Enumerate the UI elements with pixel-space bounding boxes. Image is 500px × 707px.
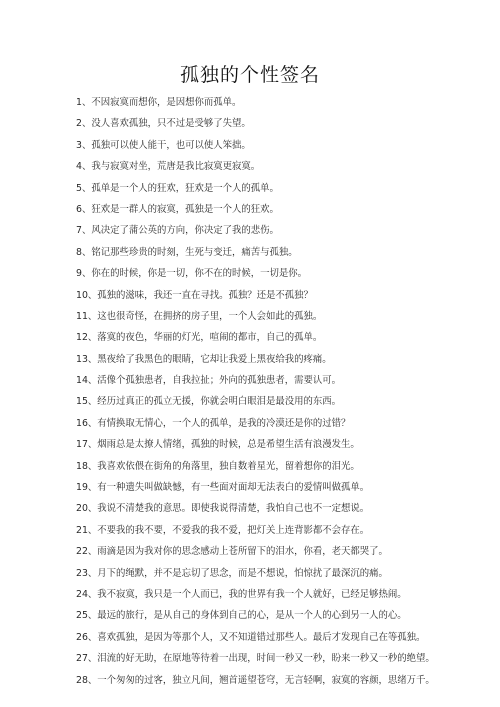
list-item: 20、我说不清楚我的意思。即使我说得清楚，我怕自己也不一定想说。 bbox=[76, 503, 370, 515]
list-item: 27、泪流的好无助，在原地等待着一出现，时间一秒又一秒，盼来一秒又一秒的绝望。 bbox=[76, 653, 435, 665]
list-item: 17、烟雨总是太撩人情绪，孤独的时候，总是希望生活有浪漫发生。 bbox=[76, 439, 360, 451]
list-item: 1、不因寂寞而想你，是因想你而孤单。 bbox=[76, 97, 242, 108]
list-item: 19、有一种遗失叫做缺憾，有一些面对面却无法表白的爱情叫做孤单。 bbox=[76, 482, 370, 494]
list-item: 21、不要我的我不要，不爱我的我不爱，把灯关上连背影都不会存在。 bbox=[76, 524, 370, 536]
signature-list bbox=[76, 96, 436, 695]
list-item: 13、黑夜给了我黑色的眼睛，它却让我爱上黑夜给我的疼痛。 bbox=[76, 353, 332, 365]
list-item: 11、这也很奇怪，在拥挤的房子里，一个人会如此的孤独。 bbox=[76, 310, 323, 322]
list-item: 6、狂欢是一群人的寂寞，孤独是一个人的狂欢。 bbox=[76, 203, 279, 215]
list-item: 8、铭记那些珍贵的时刻，生死与变迁，痛苦与孤独。 bbox=[76, 246, 298, 258]
list-item: 7、风决定了蒲公英的方向，你决定了我的悲伤。 bbox=[76, 225, 279, 237]
list-item: 4、我与寂寞对坐，荒唐是我比寂寞更寂寞。 bbox=[76, 161, 261, 173]
list-item: 2、没人喜欢孤独，只不过是受够了失望。 bbox=[76, 118, 251, 130]
list-item: 16、有情换取无情心，一个人的孤单，是我的冷漠还是你的过错？ bbox=[76, 417, 351, 429]
list-item: 12、落寞的夜色，华丽的灯光，喧闹的都市，自己的孤单。 bbox=[76, 332, 323, 344]
list-item: 9、你在的时候，你是一切，你不在的时候，一切是你。 bbox=[76, 268, 307, 280]
list-item: 25、最远的旅行，是从自己的身体到自己的心，是从一个人的心到另一人的心。 bbox=[76, 610, 407, 622]
list-item: 15、经历过真正的孤立无援，你就会明白眼泪是最没用的东西。 bbox=[76, 396, 342, 408]
list-item: 18、我喜欢依偎在街角的角落里，独自数着星光，留着想你的泪光。 bbox=[76, 460, 360, 472]
list-item: 26、喜欢孤独，是因为等那个人，又不知道错过那些人。最后才发现自己在等孤独。 bbox=[76, 631, 426, 643]
list-item: 23、月下的绳默，并不是忘切了思念，而是不想说，怕惊扰了最深沉的痛。 bbox=[76, 567, 388, 579]
list-item: 14、活像个孤独患者，自我拉扯；外向的孤独患者，需要认可。 bbox=[76, 375, 342, 387]
list-item: 3、孤独可以使人能干，也可以使人笨拙。 bbox=[76, 139, 251, 151]
list-item: 28、一个匆匆的过客，独立凡间，翘首遥望苍穹，无言轻啊，寂寞的容颜，思绪万千。 bbox=[76, 674, 435, 686]
list-item: 24、我不寂寞，我只是一个人而已，我的世界有我一个人就好，已经足够热闹。 bbox=[76, 588, 407, 600]
list-item: 22、雨滴是因为我对你的思念感动上苍所留下的泪水，你看，老天都哭了。 bbox=[76, 546, 388, 558]
page-title: 孤独的个性签名 bbox=[179, 64, 320, 86]
list-item: 10、孤独的滋味，我还一直在寻找。孤独？还是不孤独？ bbox=[76, 289, 313, 301]
list-item: 5、孤单是一个人的狂欢，狂欢是一个人的孤单。 bbox=[76, 182, 279, 194]
